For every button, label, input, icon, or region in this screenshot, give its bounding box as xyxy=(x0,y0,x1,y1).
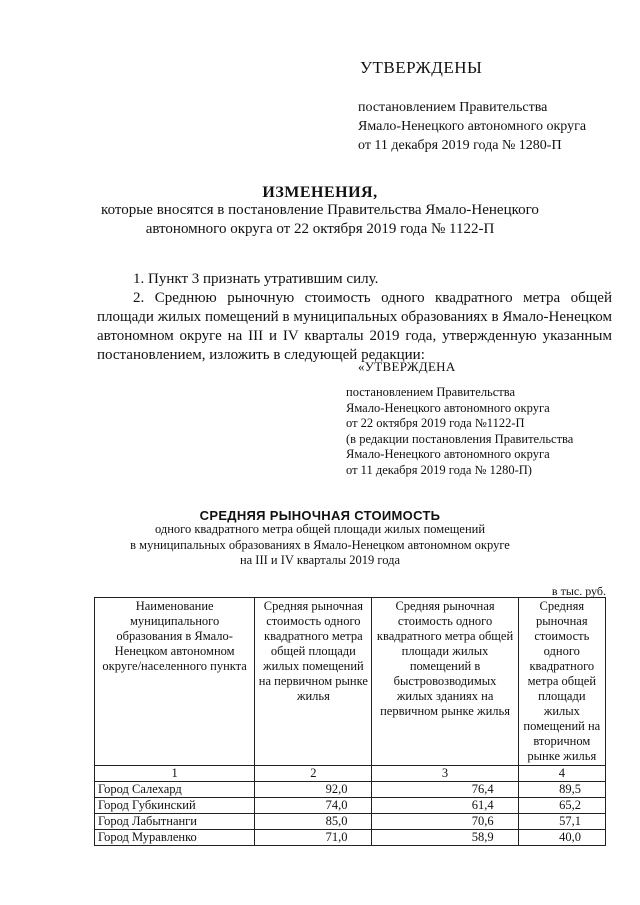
column-number-row xyxy=(95,766,606,782)
municipality-name: Город Лабытнанги xyxy=(95,814,255,830)
column-number: 1 xyxy=(95,766,255,782)
fast-built-value: 70,6 xyxy=(372,814,518,830)
approval-heading: УТВЕРЖДЕНЫ xyxy=(360,58,483,77)
column-number: 2 xyxy=(255,766,372,782)
avg-cost-title: СРЕДНЯЯ РЫНОЧНАЯ СТОИМОСТЬ xyxy=(199,508,441,523)
municipality-name: Город Губкинский xyxy=(95,798,255,814)
header-secondary-market: Средняя рыночная стоимость одного квадратного метра общей площади жилых помещений на вторичном рынке жилья xyxy=(518,598,605,766)
avg-cost-subtitle xyxy=(0,522,640,569)
header-municipality: Наименование муниципального образования в Ямало-Ненецком автономном округе/населенного пункта xyxy=(95,598,255,766)
approval-details xyxy=(358,98,586,155)
secondary-value: 57,1 xyxy=(518,814,605,830)
municipality-name: Город Муравленко xyxy=(95,830,255,846)
changes-subtitle-line: автономного округа от 22 октября 2019 года № 1122-П xyxy=(145,221,495,237)
header-primary-market: Средняя рыночная стоимость одного квадратного метра общей площади жилых помещений на первичном рынке жилья xyxy=(255,598,372,766)
approval-line: постановлением Правительства xyxy=(358,100,548,115)
secondary-value: 40,0 xyxy=(518,830,605,846)
inner-approval-heading: «УТВЕРЖДЕНА xyxy=(358,359,456,374)
table-header-row xyxy=(95,598,606,766)
municipality-name: Город Салехард xyxy=(95,782,255,798)
primary-value: 85,0 xyxy=(255,814,372,830)
primary-value: 71,0 xyxy=(255,830,372,846)
price-table xyxy=(94,597,606,846)
primary-value: 92,0 xyxy=(255,782,372,798)
fast-built-value: 76,4 xyxy=(372,782,518,798)
fast-built-value: 58,9 xyxy=(372,830,518,846)
changes-title: ИЗМЕНЕНИЯ, xyxy=(262,184,378,201)
inner-approval-line: (в редакции постановления Правительства xyxy=(346,431,574,446)
approval-line: Ямало-Ненецкого автономного округа xyxy=(358,119,587,134)
secondary-value: 89,5 xyxy=(518,782,605,798)
header-fast-built: Средняя рыночная стоимость одного квадратного метра общей площади жилых помещений в быстровозводимых жилых зданиях на первичном рынке жилья xyxy=(372,598,518,766)
table-row xyxy=(95,814,606,830)
document-body xyxy=(97,270,612,365)
table-row xyxy=(95,782,606,798)
inner-approval-line: от 11 декабря 2019 года № 1280-П) xyxy=(346,462,532,477)
inner-approval-line: постановлением Правительства xyxy=(346,385,516,399)
inner-approval-line: Ямало-Ненецкого автономного округа xyxy=(346,400,550,415)
avg-cost-subtitle-line: на III и IV кварталы 2019 года xyxy=(239,553,401,567)
column-number: 4 xyxy=(518,766,605,782)
approval-line: от 11 декабря 2019 года № 1280-П xyxy=(358,138,562,153)
inner-approval-line: Ямало-Ненецкого автономного округа xyxy=(346,447,550,461)
paragraph-2: 2. Среднюю рыночную стоимость одного квадратного метра общей площади жилых помещений в муниципальных образованиях в Ямало-Ненецком автономном округе на III и IV кварталы 2019 года, утвержденную указанным постановлением, изложить в следующей редакции: xyxy=(97,290,612,363)
units-label: в тыс. руб. xyxy=(551,584,606,598)
paragraph-1: 1. Пункт 3 признать утратившим силу. xyxy=(133,271,379,287)
fast-built-value: 61,4 xyxy=(372,798,518,814)
primary-value: 74,0 xyxy=(255,798,372,814)
table-row xyxy=(95,830,606,846)
avg-cost-subtitle-line: одного квадратного метра общей площади жилых помещений xyxy=(154,522,486,536)
inner-approval-line: от 22 октября 2019 года №1122-П xyxy=(346,416,525,430)
avg-cost-subtitle-line: в муниципальных образованиях в Ямало-Ненецком автономном округе xyxy=(130,537,510,552)
changes-subtitle-line: которые вносятся в постановление Правительства Ямало-Ненецкого xyxy=(101,202,539,218)
table-row xyxy=(95,798,606,814)
inner-approval-details xyxy=(346,385,573,478)
changes-subtitle xyxy=(0,201,640,239)
column-number: 3 xyxy=(372,766,518,782)
secondary-value: 65,2 xyxy=(518,798,605,814)
